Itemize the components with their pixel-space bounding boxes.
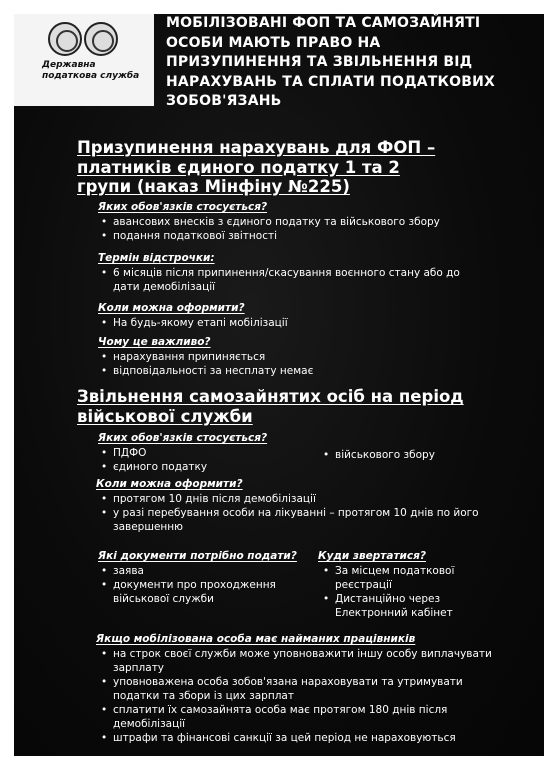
list-item: • нарахування припиняється	[100, 350, 480, 364]
s1-why-heading: Чому це важливо?	[98, 336, 211, 348]
section2-title: Звільнення самозайнятих осіб на період військової служби	[77, 387, 464, 426]
list-item: • 6 місяців після припинення/скасування воєнного стану або до дати демобілізації	[100, 266, 470, 294]
agency-name: Державна податкова служба	[42, 60, 140, 81]
s2-where-heading: Куди звертатися?	[318, 550, 426, 562]
page-margin-bottom	[0, 756, 554, 768]
list-item: • сплатити їх самозайнята особа має протягом 180 днів після демобілізації	[100, 703, 510, 731]
s2-when-list	[100, 492, 480, 534]
list-item: • уповноважена особа зобов'язана нараховувати та утримувати податки та збори із цих зарплат	[100, 675, 510, 703]
s1-deferral-list	[100, 266, 470, 294]
page-margin-right	[544, 0, 554, 768]
page-margin-top	[0, 0, 554, 14]
s1-deferral-heading: Термін відстрочки:	[98, 252, 215, 264]
emblem-icon	[48, 22, 82, 56]
list-item: • єдиного податку	[100, 460, 300, 474]
tax-service-logo-icon	[84, 22, 118, 56]
s2-obligations-heading: Яких обов'язків стосується?	[98, 432, 268, 444]
s1-when-heading: Коли можна оформити?	[98, 302, 245, 314]
s1-when-list	[100, 316, 480, 330]
s1-why-list	[100, 350, 480, 378]
list-item: • у разі перебування особи на лікуванні – протягом 10 днів по його завершенню	[100, 506, 480, 534]
s1-obligations-heading: Яких обов'язків стосується?	[98, 201, 268, 213]
page-title: МОБІЛІЗОВАНІ ФОП ТА САМОЗАЙНЯТІ ОСОБИ МАЮТЬ ПРАВО НА ПРИЗУПИНЕННЯ ТА ЗВІЛЬНЕННЯ ВІД НАРАХУВАНЬ ТА СПЛАТИ ПОДАТКОВИХ ЗОБОВ'ЯЗАНЬ	[166, 15, 496, 109]
s2-docs-heading: Які документи потрібно подати?	[98, 550, 297, 562]
s2-where-list	[322, 564, 482, 620]
logo-block	[14, 14, 154, 106]
list-item: • відповідальності за несплату немає	[100, 364, 480, 378]
s2-employees-heading: Якщо мобілізована особа має найманих працівників	[96, 633, 416, 645]
list-item: • подання податкової звітності	[100, 229, 500, 243]
list-item: • За місцем податкової реєстрації	[322, 564, 482, 592]
s2-obligations-left-list	[100, 446, 300, 474]
list-item: • військового збору	[322, 448, 482, 462]
page-margin-left	[0, 0, 14, 768]
list-item: • ПДФО	[100, 446, 300, 460]
list-item: • документи про проходження військової служби	[100, 578, 315, 606]
list-item: • протягом 10 днів після демобілізації	[100, 492, 480, 506]
s2-docs-list	[100, 564, 315, 606]
s2-when-heading: Коли можна оформити?	[96, 478, 243, 490]
list-item: • авансових внесків з єдиного податку та військового збору	[100, 215, 500, 229]
list-item: • заява	[100, 564, 315, 578]
list-item: • на строк своєї служби може уповноважити іншу особу виплачувати зарплату	[100, 647, 510, 675]
list-item: • На будь-якому етапі мобілізації	[100, 316, 480, 330]
list-item: • Дистанційно через Електронний кабінет	[322, 592, 482, 620]
s2-employees-list	[100, 647, 510, 745]
s2-obligations-right-list	[322, 448, 482, 462]
s1-obligations-list	[100, 215, 500, 243]
section1-title: Призупинення нарахувань для ФОП – платників єдиного податку 1 та 2 групи (наказ Мінфіну №225)	[77, 138, 436, 196]
list-item: • штрафи та фінансові санкції за цей період не нараховуються	[100, 731, 510, 745]
